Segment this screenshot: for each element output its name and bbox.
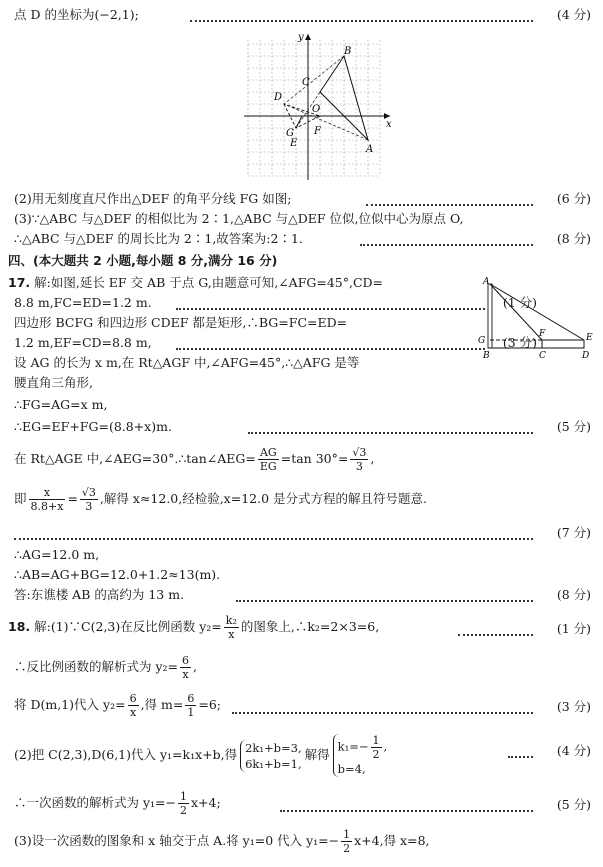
q18-line-f: (3)设一次函数的图象和 x 轴交于点 A.将 y₁=0 代入 y₁=− $\frac{1}{2}$ x+4,得 x=8, bbox=[14, 828, 430, 855]
q18-line-b: ∴反比例函数的解析式为 y₂= $\frac{6}{x}$ , bbox=[14, 654, 198, 681]
dot-leader bbox=[236, 590, 533, 602]
label-b: B bbox=[483, 351, 490, 361]
label-g: G bbox=[286, 128, 294, 139]
equation-system: 2k₁+b=3, 6k₁+b=1, bbox=[240, 740, 302, 772]
label-y: y bbox=[298, 32, 304, 43]
dot-leader bbox=[176, 298, 485, 310]
label-o: O bbox=[312, 104, 321, 115]
line-af bbox=[490, 284, 542, 340]
coordinate-graph bbox=[240, 30, 400, 182]
label-e: E bbox=[586, 333, 593, 343]
dot-leader bbox=[14, 528, 533, 540]
fraction: $\frac{1}{2}$ bbox=[343, 828, 351, 855]
fraction: $\frac{x}{8.8+x}$ bbox=[30, 486, 64, 513]
q18-number: 18. bbox=[8, 619, 31, 634]
q18-line-c: 将 D(m,1)代入 y₂= $\frac{6}{x}$ ,得 m= $\frac{6}{1}$ =6; bbox=[14, 692, 221, 719]
dot-leader bbox=[176, 338, 485, 350]
label-c: C bbox=[302, 77, 310, 88]
q17-line-j: 即 $\frac{x}{8.8+x}$ = $\frac{√3}{3}$ ,解得 x≈12.0,经检验,x=12.0 是分式方程的解且符号题意. bbox=[14, 486, 427, 513]
q18-line-a: 18. 解:(1)∵C(2,3)在反比例函数 y₂= $\frac{\text{k₂}}{x}$ 的图象上,∴k₂=2×3=6, bbox=[8, 614, 380, 641]
q17-line-h: ∴EG=EF+FG=(8.8+x)m. bbox=[14, 419, 172, 434]
score: (3 分) bbox=[556, 699, 591, 714]
label-a: A bbox=[483, 277, 490, 287]
fraction: $\frac{6}{x}$ bbox=[182, 654, 190, 681]
label-f: F bbox=[314, 126, 321, 137]
q17-line-e: 设 AG 的长为 x m,在 Rt△AGF 中,∠AFG=45°,∴△AFG 是等 bbox=[14, 355, 360, 370]
q17-line-i: 在 Rt△AGE 中,∠AEG=30°.∴tan∠AEG= $\frac{AG}{EG}$ =tan 30°= $\frac{√3}{3}$ , bbox=[14, 446, 375, 473]
q18-line-d: (2)把 C(2,3),D(6,1)代入 y₁=k₁x+b,得 2k₁+b=3, 6k₁+b=1, 解得 k₁=− $\frac{1}{2}$ , b=4, bbox=[14, 734, 388, 776]
q17-line-f: 腰直角三角形, bbox=[14, 375, 93, 390]
score: (8 分) bbox=[556, 231, 591, 246]
fraction: $\frac{6}{x}$ bbox=[129, 692, 137, 719]
fraction: $\frac{AG}{EG}$ bbox=[259, 446, 277, 473]
fraction: $\frac{1}{2}$ bbox=[180, 790, 187, 817]
q17-line-c: 四边形 BCFG 和四边形 CDEF 都是矩形,∴BG=FC=ED= bbox=[14, 315, 348, 330]
label-d: D bbox=[582, 351, 590, 361]
fraction: $\frac{√3}{3}$ bbox=[81, 486, 96, 513]
label-x: x bbox=[386, 119, 392, 130]
score: (3 分) bbox=[502, 335, 537, 350]
dot-leader bbox=[366, 194, 533, 206]
dot-leader bbox=[248, 422, 533, 434]
q17-line-d: 1.2 m,EF=CD=8.8 m, bbox=[14, 335, 152, 350]
q18-line-e: ∴一次函数的解析式为 y₁=− $\frac{1}{2}$ x+4; bbox=[14, 790, 221, 817]
q17-line-l: ∴AB=AG+BG=12.0+1.2≈13(m). bbox=[14, 567, 221, 582]
dot-leader bbox=[508, 746, 533, 758]
label-d: D bbox=[274, 92, 283, 103]
line-3: (3)∵△ABC 与△DEF 的相似比为 2∶1,△ABC 与△DEF 位似,位似中心为原点 O, bbox=[14, 211, 464, 226]
dot-leader bbox=[280, 800, 533, 812]
fraction: $\frac{\text{k₂}}{x}$ bbox=[225, 614, 237, 641]
dot-leader bbox=[232, 702, 533, 714]
score: (5 分) bbox=[556, 797, 591, 812]
line-2: (2)用无刻度直尺作出△DEF 的角平分线 FG 如图; bbox=[14, 191, 292, 206]
label-g: G bbox=[478, 336, 486, 346]
dot-leader bbox=[360, 234, 533, 246]
score: (8 分) bbox=[556, 587, 591, 602]
fraction: $\frac{√3}{3}$ bbox=[352, 446, 367, 473]
line-4: ∴△ABC 与△DEF 的周长比为 2∶1,故答案为:2∶1. bbox=[14, 231, 303, 246]
pole-cdef bbox=[542, 340, 584, 348]
label-e: E bbox=[290, 138, 298, 149]
label-b: B bbox=[344, 46, 352, 57]
q17-line-a: 17. 解:如图,延长 EF 交 AB 于点 G,由题意可知,∠AFG=45°,CD= bbox=[8, 275, 384, 290]
dot-leader bbox=[458, 624, 533, 636]
q17-number: 17. bbox=[8, 275, 31, 290]
dot-leader bbox=[190, 10, 533, 22]
building-ab bbox=[488, 284, 492, 348]
label-a: A bbox=[366, 144, 374, 155]
line-1: 点 D 的坐标为(−2,1); bbox=[14, 7, 139, 22]
fraction: $\frac{1}{2}$ bbox=[372, 734, 380, 761]
q17-line-g: ∴FG=AG=x m, bbox=[14, 397, 108, 412]
label-f: F bbox=[539, 329, 546, 339]
score: (6 分) bbox=[556, 191, 591, 206]
score: (4 分) bbox=[556, 7, 591, 22]
score: (1 分) bbox=[502, 295, 537, 310]
score: (5 分) bbox=[556, 419, 591, 434]
label-c: C bbox=[539, 351, 546, 361]
score: (1 分) bbox=[556, 621, 591, 636]
line-ae bbox=[490, 284, 584, 340]
fraction: $\frac{6}{1}$ bbox=[187, 692, 195, 719]
section-heading: 四、(本大题共 2 小题,每小题 8 分,满分 16 分) bbox=[8, 253, 278, 268]
solution-system: k₁=− $\frac{1}{2}$ , b=4, bbox=[333, 734, 388, 777]
q17-line-m: 答:东谯楼 AB 的高约为 13 m. bbox=[14, 587, 185, 602]
q17-line-k: ∴AG=12.0 m, bbox=[14, 547, 100, 562]
score: (4 分) bbox=[556, 743, 591, 758]
q17-line-b: 8.8 m,FC=ED=1.2 m. bbox=[14, 295, 152, 310]
score: (7 分) bbox=[556, 525, 591, 540]
building-figure bbox=[474, 276, 596, 366]
